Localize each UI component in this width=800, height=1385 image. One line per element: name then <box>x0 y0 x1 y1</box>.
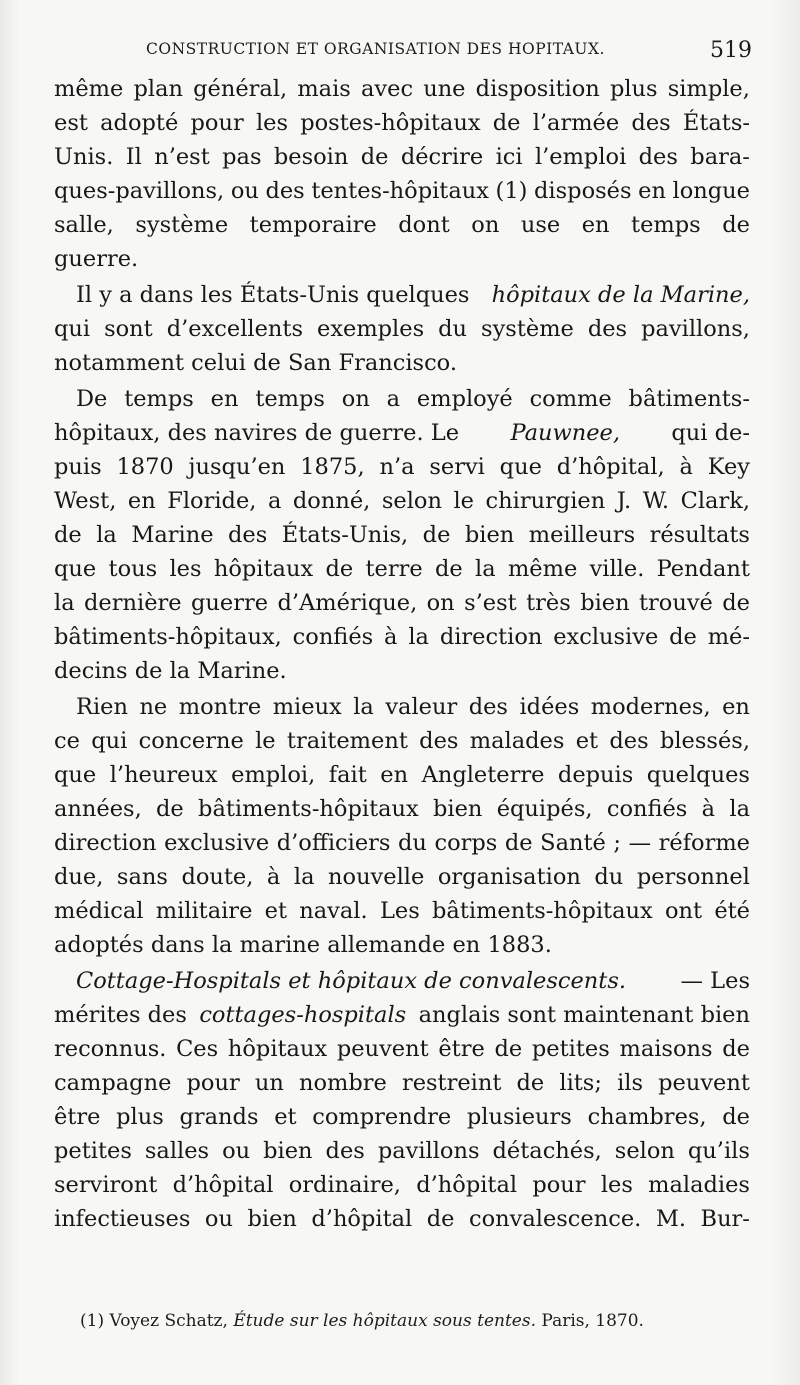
running-head: CONSTRUCTION ET ORGANISATION DES HOPITAUX. <box>146 40 605 58</box>
paragraph-5 <box>54 964 750 1236</box>
text-line <box>54 998 750 1032</box>
text-line <box>54 416 750 450</box>
page-number: 519 <box>710 38 752 63</box>
italic-span: Étude sur les hôpitaux sous tentes. <box>233 1311 536 1331</box>
text-span: (1) Voyez Schatz, <box>80 1311 228 1331</box>
text-line: reconnus. Ces hôpitaux peuvent être de petites maisons de <box>54 1036 750 1062</box>
text-line: que l’heureux emploi, fait en Angleterre depuis quelques <box>54 762 750 788</box>
text-line: ques-pavillons, ou des tentes-hôpitaux (1) disposés en longue <box>54 178 750 204</box>
text-line: ce qui concerne le traitement des malades et des blessés, <box>54 728 750 754</box>
text-line: direction exclusive d’officiers du corps de Santé ; — réforme <box>54 830 750 856</box>
italic-span: hôpitaux de la Marine, <box>491 282 750 308</box>
text-span: hôpitaux, des navires de guerre. Le <box>54 420 460 446</box>
page-header <box>54 36 752 68</box>
text-line: que tous les hôpitaux de terre de la même ville. Pendant <box>54 556 750 582</box>
text-line: est adopté pour les postes-hôpitaux de l’armée des États- <box>54 110 750 136</box>
body-text <box>54 72 750 1236</box>
text-line: salle, système temporaire dont on use en temps de <box>54 212 750 238</box>
text-line: notamment celui de San Francisco. <box>54 350 457 376</box>
text-line: Rien ne montre mieux la valeur des idées modernes, en <box>76 694 750 720</box>
paragraph-1 <box>54 72 750 276</box>
text-line: être plus grands et comprendre plusieurs chambres, de <box>54 1104 750 1130</box>
text-span: mérites des <box>54 1002 187 1028</box>
text-span: Il y a dans les États-Unis quelques <box>76 282 470 308</box>
text-line: due, sans doute, à la nouvelle organisation du personnel <box>54 864 750 890</box>
text-line: De temps en temps on a employé comme bâtiments- <box>76 386 750 412</box>
paragraph-2 <box>54 278 750 380</box>
text-line: la dernière guerre d’Amérique, on s’est très bien trouvé de <box>54 590 750 616</box>
text-line: même plan général, mais avec une disposition plus simple, <box>54 76 750 102</box>
text-line: serviront d’hôpital ordinaire, d’hôpital pour les maladies <box>54 1172 750 1198</box>
text-line: médical militaire et naval. Les bâtiments-hôpitaux ont été <box>54 898 750 924</box>
paragraph-3 <box>54 382 750 688</box>
text-line: guerre. <box>54 246 139 272</box>
text-line: qui sont d’excellents exemples du système des pavillons, <box>54 316 750 342</box>
text-line: bâtiments-hôpitaux, confiés à la direction exclusive de mé- <box>54 624 750 650</box>
italic-span: cottages-hospitals <box>199 1002 407 1028</box>
text-span: Paris, 1870. <box>541 1311 644 1331</box>
italic-span: Pauwnee, <box>510 420 621 446</box>
text-line <box>54 964 750 998</box>
text-line: années, de bâtiments-hôpitaux bien équipés, confiés à la <box>54 796 750 822</box>
text-span: anglais sont maintenant bien <box>418 1002 750 1028</box>
italic-span: Cottage-Hospitals et hôpitaux de convalescents. <box>76 968 627 994</box>
text-line: de la Marine des États-Unis, de bien meilleurs résultats <box>54 522 750 548</box>
text-span: qui de- <box>671 420 750 446</box>
text-line: Unis. Il n’est pas besoin de décrire ici l’emploi des bara- <box>54 144 750 170</box>
footnote <box>80 1311 644 1331</box>
text-span: — Les <box>680 968 750 994</box>
text-line: West, en Floride, a donné, selon le chirurgien J. W. Clark, <box>54 488 750 514</box>
text-line: adoptés dans la marine allemande en 1883. <box>54 932 552 958</box>
text-line: petites salles ou bien des pavillons détachés, selon qu’ils <box>54 1138 750 1164</box>
text-line: decins de la Marine. <box>54 658 287 684</box>
text-line: puis 1870 jusqu’en 1875, n’a servi que d’hôpital, à Key <box>54 454 750 480</box>
text-line: infectieuses ou bien d’hôpital de convalescence. M. Bur- <box>54 1206 750 1232</box>
text-line: campagne pour un nombre restreint de lits; ils peuvent <box>54 1070 750 1096</box>
text-line <box>54 278 750 312</box>
paragraph-4 <box>54 690 750 962</box>
